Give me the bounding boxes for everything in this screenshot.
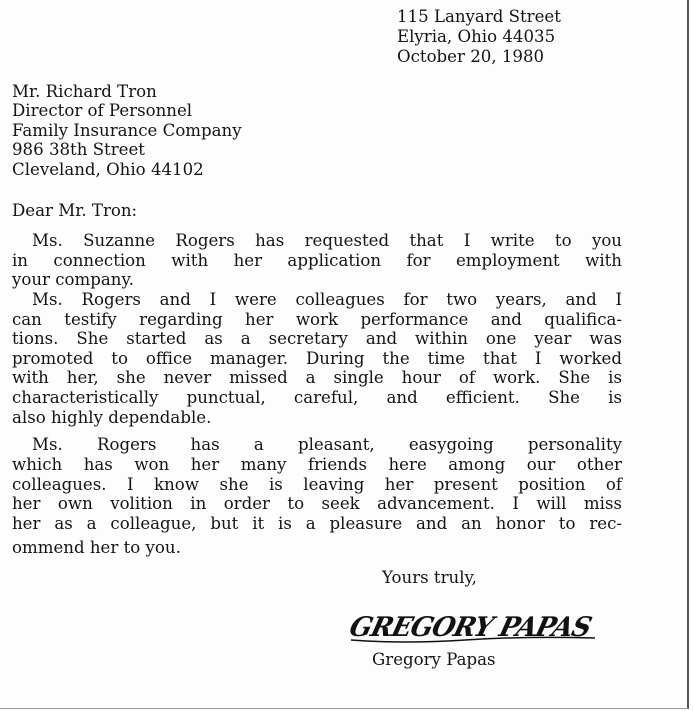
signer-name: Gregory Papas [372,650,496,669]
body-line: in connection with her application for employment with [12,251,622,270]
body-line: ommend her to you. [12,538,181,557]
body-line: promoted to office manager. During the time that I worked [12,349,622,368]
body-line: characteristically punctual, careful, and efficient. She is [12,388,622,407]
body-line: with her, she never missed a single hour of work. She is [12,368,622,387]
recipient-line: Family Insurance Company [12,121,242,140]
recipient-line: Director of Personnel [12,101,193,120]
sender-city: Elyria, Ohio 44035 [397,27,556,46]
body-line: also highly dependable. [12,408,212,427]
closing: Yours truly, [382,568,477,587]
body-line: your company. [12,270,134,289]
body-line: Ms. Rogers and I were colleagues for two years, and I [32,290,622,309]
handwritten-signature [345,600,605,650]
body-line: Ms. Suzanne Rogers has requested that I write to you [32,231,622,250]
salutation: Dear Mr. Tron: [12,201,138,220]
recipient-line: 986 38th Street [12,140,145,159]
body-line: which has won her many friends here among our other [12,455,622,474]
body-line: her own volition in order to seek advancement. I will miss [12,494,622,513]
sender-street: 115 Lanyard Street [397,7,561,26]
letter-date: October 20, 1980 [397,47,545,66]
recipient-line: Mr. Richard Tron [12,82,157,101]
body-line: tions. She started as a secretary and within one year was [12,329,622,348]
svg-text:GREGORY PAPAS: GREGORY PAPAS [346,611,603,643]
body-line: her as a colleague, but it is a pleasure and an honor to rec- [12,514,622,533]
recipient-line: Cleveland, Ohio 44102 [12,160,204,179]
body-line: Ms. Rogers has a pleasant, easygoing personality [32,435,622,454]
body-line: can testify regarding her work performance and qualifica- [12,310,622,329]
body-line: colleagues. I know she is leaving her present position of [12,475,622,494]
